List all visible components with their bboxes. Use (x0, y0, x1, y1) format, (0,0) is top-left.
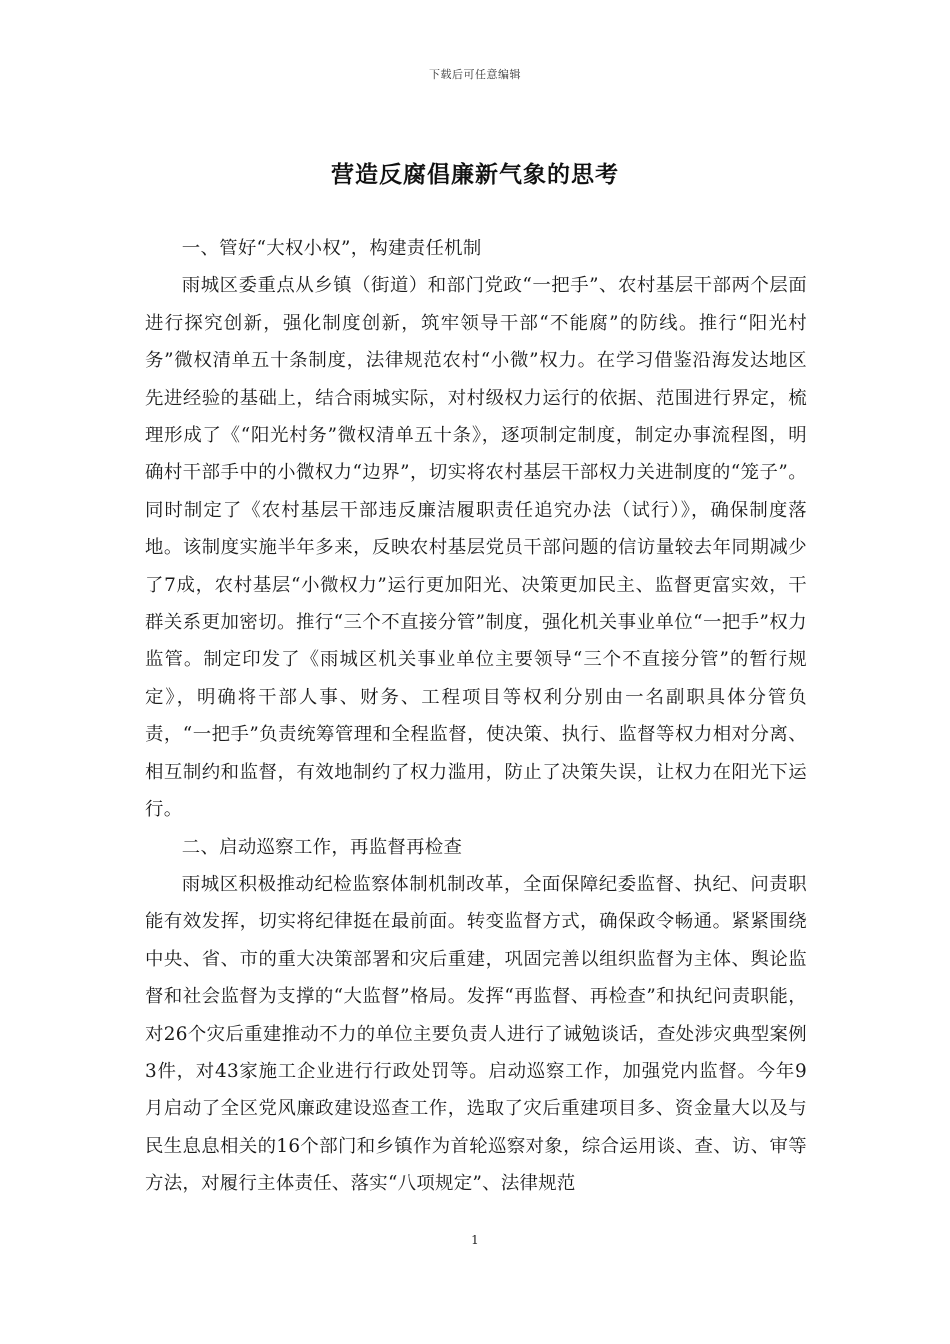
section-paragraph-2: 雨城区积极推动纪检监察体制机制改革，全面保障纪委监督、执纪、问责职能有效发挥，切实将纪律挺在最前面。转变监督方式，确保政令畅通。紧紧围绕中央、省、市的重大决策部署和灾后重建，巩固完善以组织监督为主体、舆论监督和社会监督为支撑的“大监督”格局。发挥“再监督、再检查”和执纪问责职能，对26个灾后重建推动不力的单位主要负责人进行了诫勉谈话，查处涉灾典型案例3件，对43家施工企业进行行政处罚等。启动巡察工作，加强党内监督。今年9月启动了全区党风廉政建设巡查工作，选取了灾后重建项目多、资金量大以及与民生息息相关的16个部门和乡镇作为首轮巡察对象，综合运用谈、查、访、审等方法，对履行主体责任、落实“八项规定”、法律规范 (145, 873, 807, 1195)
page-header-note: 下载后可任意编辑 (429, 68, 521, 81)
section-paragraph-1: 雨城区委重点从乡镇（街道）和部门党政“一把手”、农村基层干部两个层面进行探究创新，强化制度创新，筑牢领导干部“不能腐”的防线。推行“阳光村务”微权清单五十条制度，法律规范农村“小微”权力。在学习借鉴沿海发达地区先进经验的基础上，结合雨城实际，对村级权力运行的依据、范围进行界定，梳理形成了《“阳光村务”微权清单五十条》，逐项制定制度，制定办事流程图，明确村干部手中的小微权力“边界”，切实将农村基层干部权力关进制度的“笼子”。同时制定了《农村基层干部违反廉洁履职责任追究办法（试行）》，确保制度落地。该制度实施半年多来，反映农村基层党员干部问题的信访量较去年同期减少了7成，农村基层“小微权力”运行更加阳光、决策更加民主、监督更富实效，干群关系更加密切。推行“三个不直接分管”制度，强化机关事业单位“一把手”权力监管。制定印发了《雨城区机关事业单位主要领导“三个不直接分管”的暂行规定》，明确将干部人事、财务、工程项目等权利分别由一名副职具体分管负责，“一把手”负责统筹管理和全程监督，使决策、执行、监督等权力相对分离、相互制约和监督，有效地制约了权力滥用，防止了决策失误，让权力在阳光下运行。 (145, 275, 807, 821)
page-number: 1 (471, 1233, 479, 1247)
section-heading-2: 二、启动巡察工作，再监督再检查 (181, 836, 463, 858)
section-heading-1: 一、管好“大权小权”，构建责任机制 (181, 238, 482, 259)
document-body (145, 230, 807, 1203)
document-title: 营造反腐倡廉新气象的思考 (331, 161, 619, 188)
